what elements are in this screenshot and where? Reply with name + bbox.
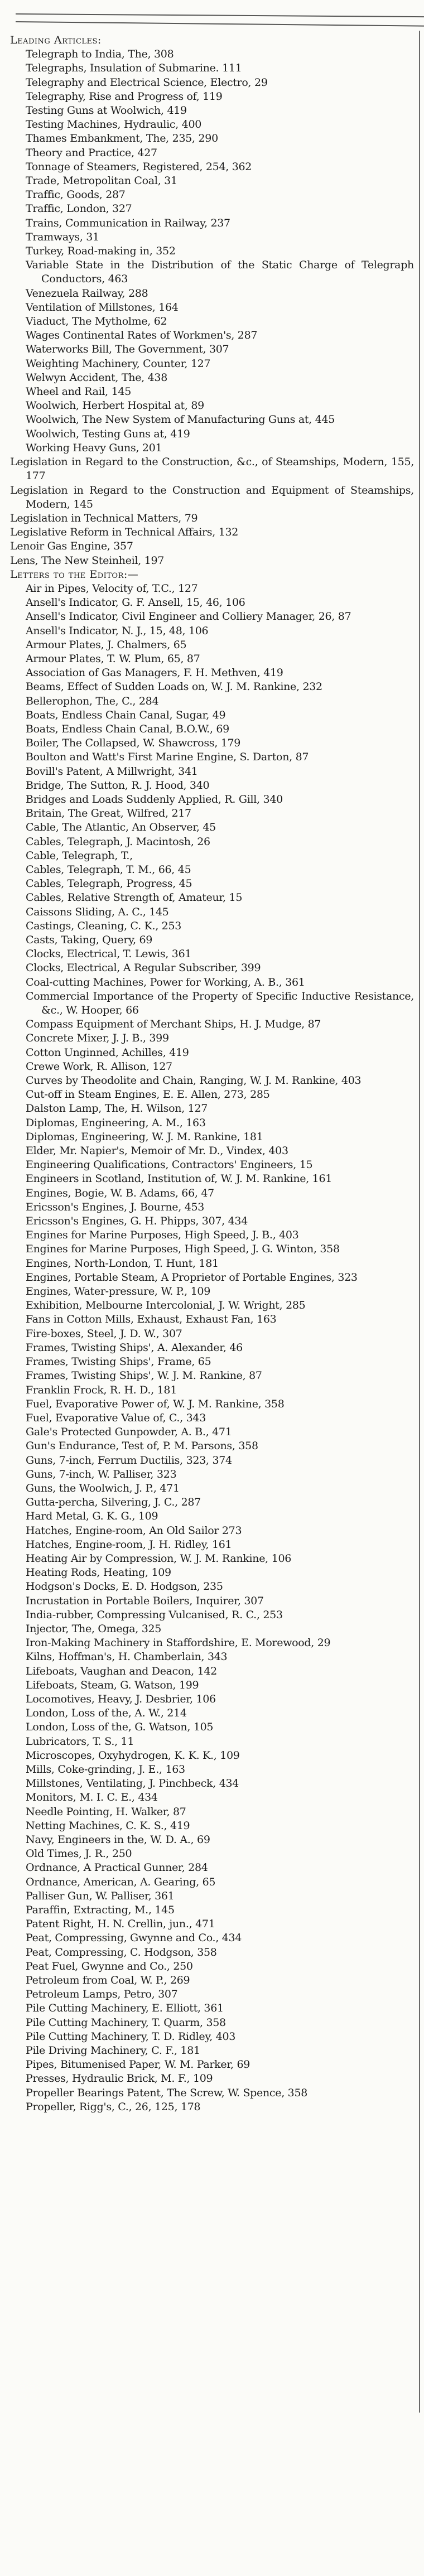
index-entry: Woolwich, The New System of Manufacturing Guns at, 445 (26, 413, 335, 426)
index-entry: Legislation in Regard to the Construction, &c., of Steamships, Modern, 155, 177 (10, 456, 414, 483)
index-entry: Ordnance, American, A. Gearing, 65 (26, 1875, 216, 1888)
index-entry: Ventilation of Millstones, 164 (26, 301, 179, 313)
index-entry: Waterworks Bill, The Government, 307 (26, 343, 229, 356)
index-entry: Elder, Mr. Napier's, Memoir of Mr. D., Vindex, 403 (26, 1145, 288, 1157)
index-entry: Telegraphy and Electrical Science, Electro, 29 (26, 76, 268, 89)
index-entry: Commercial Importance of the Property of Specific Inductive Resistance, &c., W. Hooper, 66 (26, 990, 414, 1017)
index-entry: Legislation in Technical Matters, 79 (10, 512, 198, 524)
index-entry: Frames, Twisting Ships', A. Alexander, 46 (26, 1341, 243, 1354)
index-entry: Petroleum from Coal, W. P., 269 (26, 1974, 190, 1987)
section-heading-letters: Letters to the Editor:— (10, 568, 139, 581)
index-entry: Peat, Compressing, Gwynne and Co., 434 (26, 1932, 242, 1945)
index-entry: Wages Continental Rates of Workmen's, 287 (26, 329, 258, 342)
index-entry: Boats, Endless Chain Canal, B.O.W., 69 (26, 722, 229, 735)
index-entry: Tonnage of Steamers, Registered, 254, 362 (26, 160, 252, 173)
index-entry: Trade, Metropolitan Coal, 31 (26, 175, 177, 187)
index-entry: Air in Pipes, Velocity of, T.C., 127 (26, 582, 198, 595)
top-level-entries (10, 455, 414, 568)
index-entry: Testing Machines, Hydraulic, 400 (26, 118, 202, 131)
index-entry: London, Loss of the, G. Watson, 105 (26, 1721, 214, 1734)
index-entry: Guns, 7-inch, W. Palliser, 323 (26, 1468, 177, 1480)
index-entry: Engines for Marine Purposes, High Speed, J. G. Winton, 358 (26, 1243, 340, 1256)
index-entry: Iron-Making Machinery in Staffordshire, E. Morewood, 29 (26, 1637, 331, 1649)
index-entry: Venezuela Railway, 288 (26, 287, 148, 300)
index-entry: Exhibition, Melbourne Intercolonial, J. W. Wright, 285 (26, 1299, 306, 1312)
index-entry: Telegraph to India, The, 308 (26, 48, 174, 61)
index-entry: Pile Cutting Machinery, T. Quarm, 358 (26, 2016, 226, 2029)
index-entry: Cable, The Atlantic, An Observer, 45 (26, 821, 216, 834)
index-entry: Fans in Cotton Mills, Exhaust, Exhaust Fan, 163 (26, 1313, 277, 1326)
index-column (10, 33, 414, 2114)
index-entry: Ansell's Indicator, N. J., 15, 48, 106 (26, 624, 209, 637)
index-entry: Palliser Gun, W. Palliser, 361 (26, 1889, 175, 1902)
index-entry: Franklin Frock, R. H. D., 181 (26, 1383, 177, 1396)
index-entry: Locomotives, Heavy, J. Desbrier, 106 (26, 1692, 216, 1705)
index-entry: Navy, Engineers in the, W. D. A., 69 (26, 1834, 210, 1846)
index-entry: Clocks, Electrical, T. Lewis, 361 (26, 948, 192, 961)
index-entry: Bovill's Patent, A Millwright, 341 (26, 765, 198, 778)
index-entry: Petroleum Lamps, Petro, 307 (26, 1988, 178, 2001)
index-entry: Heating Air by Compression, W. J. M. Rankine, 106 (26, 1552, 292, 1565)
index-entry: Millstones, Ventilating, J. Pinchbeck, 434 (26, 1777, 239, 1790)
index-entry: Engines for Marine Purposes, High Speed, J. B., 403 (26, 1229, 299, 1242)
index-entry: Ericsson's Engines, G. H. Phipps, 307, 434 (26, 1215, 248, 1228)
index-entry: Engineering Qualifications, Contractors' Engineers, 15 (26, 1159, 313, 1171)
index-entry: Cables, Telegraph, T. M., 66, 45 (26, 863, 191, 876)
top-rule (16, 13, 424, 17)
index-entry: Paraffin, Extracting, M., 145 (26, 1904, 175, 1917)
index-entry: Mills, Coke-grinding, J. E., 163 (26, 1763, 185, 1776)
index-entry: Ericsson's Engines, J. Bourne, 453 (26, 1200, 205, 1213)
index-entry: Hatches, Engine-room, An Old Sailor 273 (26, 1524, 242, 1537)
index-entry: Peat Fuel, Gwynne and Co., 250 (26, 1960, 193, 1972)
index-entry: Cable, Telegraph, T., (26, 849, 133, 862)
index-entry: Lubricators, T. S., 11 (26, 1735, 134, 1748)
section-heading-leading-articles: Leading Articles: (10, 34, 102, 46)
index-entry: Cables, Relative Strength of, Amateur, 15 (26, 891, 243, 904)
leading-articles-list (10, 47, 414, 455)
index-entry: Engines, North-London, T. Hunt, 181 (26, 1257, 219, 1270)
index-entry: Engines, Water-pressure, W. P., 109 (26, 1285, 210, 1298)
index-entry: Old Times, J. R., 250 (26, 1847, 132, 1860)
index-entry: Monitors, M. I. C. E., 434 (26, 1791, 158, 1804)
index-entry: Testing Guns at Woolwich, 419 (26, 104, 187, 117)
index-entry: Heating Rods, Heating, 109 (26, 1566, 171, 1579)
index-entry: Concrete Mixer, J. J. B., 399 (26, 1032, 169, 1045)
index-entry: Woolwich, Testing Guns at, 419 (26, 427, 190, 440)
index-entry: Ansell's Indicator, G. F. Ansell, 15, 46, 106 (26, 596, 245, 609)
index-entry: Diplomas, Engineering, A. M., 163 (26, 1116, 206, 1129)
index-entry: India-rubber, Compressing Vulcanised, R. C., 253 (26, 1608, 283, 1621)
index-entry: Association of Gas Managers, F. H. Methven, 419 (26, 667, 283, 679)
index-entry: Boats, Endless Chain Canal, Sugar, 49 (26, 708, 226, 721)
index-entry: Beams, Effect of Sudden Loads on, W. J. M. Rankine, 232 (26, 681, 322, 693)
index-entry: Ansell's Indicator, Civil Engineer and Colliery Manager, 26, 87 (26, 610, 351, 623)
index-entry: Guns, 7-inch, Ferrum Ductilis, 323, 374 (26, 1454, 232, 1467)
index-entry: Fire-boxes, Steel, J. D. W., 307 (26, 1327, 182, 1340)
index-entry: Crewe Work, R. Allison, 127 (26, 1060, 172, 1073)
index-entry: Guns, the Woolwich, J. P., 471 (26, 1482, 180, 1494)
index-entry: Armour Plates, T. W. Plum, 65, 87 (26, 652, 200, 665)
index-entry: Engines, Portable Steam, A Proprietor of Portable Engines, 323 (26, 1271, 358, 1284)
index-entry: Cotton Unginned, Achilles, 419 (26, 1046, 189, 1059)
index-entry: Wheel and Rail, 145 (26, 385, 132, 398)
index-entry: Propeller Bearings Patent, The Screw, W. Spence, 358 (26, 2086, 308, 2099)
index-entry: Cables, Telegraph, Progress, 45 (26, 877, 192, 890)
index-entry: Telegraphy, Rise and Progress of, 119 (26, 90, 223, 103)
index-entry: Curves by Theodolite and Chain, Ranging, W. J. M. Rankine, 403 (26, 1074, 362, 1087)
index-entry: Boiler, The Collapsed, W. Shawcross, 179 (26, 737, 241, 750)
index-entry: Theory and Practice, 427 (26, 146, 157, 159)
index-entry: Hodgson's Docks, E. D. Hodgson, 235 (26, 1580, 223, 1593)
index-entry: Patent Right, H. N. Crellin, jun., 471 (26, 1918, 215, 1931)
index-entry: Lens, The New Steinheil, 197 (10, 554, 165, 567)
index-entry: Traffic, London, 327 (26, 202, 132, 215)
index-entry: Traffic, Goods, 287 (26, 189, 126, 201)
index-entry: Cut-off in Steam Engines, E. E. Allen, 273, 285 (26, 1088, 270, 1101)
column-rule (419, 31, 420, 2413)
index-entry: Fuel, Evaporative Value of, C., 343 (26, 1411, 206, 1424)
index-entry: Thames Embankment, The, 235, 290 (26, 132, 218, 145)
index-entry: Lifeboats, Steam, G. Watson, 199 (26, 1678, 199, 1691)
index-entry: Propeller, Rigg's, C., 26, 125, 178 (26, 2100, 201, 2113)
index-entry: Woolwich, Herbert Hospital at, 89 (26, 399, 204, 412)
index-entry: Incrustation in Portable Boilers, Inquirer, 307 (26, 1594, 264, 1607)
index-entry: Boulton and Watt's First Marine Engine, S. Darton, 87 (26, 751, 309, 764)
index-entry: Cables, Telegraph, J. Macintosh, 26 (26, 835, 210, 848)
index-entry: Legislation in Regard to the Construction and Equipment of Steamships, Modern, 145 (10, 484, 414, 510)
index-entry: Pile Cutting Machinery, E. Elliott, 361 (26, 2002, 224, 2015)
top-rule-double (16, 21, 424, 27)
index-entry: Bridges and Loads Suddenly Applied, R. Gill, 340 (26, 793, 283, 805)
index-entry: Legislative Reform in Technical Affairs, 132 (10, 526, 239, 539)
index-entry: Diplomas, Engineering, W. J. M. Rankine, 181 (26, 1130, 263, 1143)
index-entry: Britain, The Great, Wilfred, 217 (26, 807, 191, 820)
index-entry: Gun's Endurance, Test of, P. M. Parsons, 358 (26, 1440, 258, 1453)
index-entry: Ordnance, A Practical Gunner, 284 (26, 1861, 208, 1874)
index-entry: Gale's Protected Gunpowder, A. B., 471 (26, 1426, 232, 1439)
index-entry: Viaduct, The Mytholme, 62 (26, 315, 167, 328)
index-entry: Frames, Twisting Ships', Frame, 65 (26, 1355, 211, 1368)
index-entry: Engineers in Scotland, Institution of, W. J. M. Rankine, 161 (26, 1173, 333, 1185)
index-entry: Peat, Compressing, C. Hodgson, 358 (26, 1946, 217, 1958)
index-entry: Welwyn Accident, The, 438 (26, 371, 168, 384)
index-entry: Lenoir Gas Engine, 357 (10, 540, 133, 553)
index-entry: Injector, The, Omega, 325 (26, 1622, 162, 1635)
index-entry: Coal-cutting Machines, Power for Working, A. B., 361 (26, 976, 305, 988)
index-entry: Pile Driving Machinery, C. F., 181 (26, 2044, 200, 2057)
index-entry: Fuel, Evaporative Power of, W. J. M. Rankine, 358 (26, 1397, 285, 1410)
index-entry: Pile Cutting Machinery, T. D. Ridley, 403 (26, 2030, 236, 2043)
index-entry: Netting Machines, C. K. S., 419 (26, 1819, 190, 1832)
index-entry: Trains, Communication in Railway, 237 (26, 216, 230, 229)
index-entry: Engines, Bogie, W. B. Adams, 66, 47 (26, 1186, 214, 1199)
index-entry: Dalston Lamp, The, H. Wilson, 127 (26, 1102, 208, 1115)
index-entry: Hatches, Engine-room, J. H. Ridley, 161 (26, 1538, 232, 1551)
index-entry: Hard Metal, G. K. G., 109 (26, 1510, 158, 1523)
index-entry: Lifeboats, Vaughan and Deacon, 142 (26, 1665, 217, 1677)
index-entry: Presses, Hydraulic Brick, M. F., 109 (26, 2072, 213, 2085)
index-entry: London, Loss of the, A. W., 214 (26, 1707, 187, 1720)
index-entry: Castings, Cleaning, C. K., 253 (26, 919, 182, 932)
index-entry: Bridge, The Sutton, R. J. Hood, 340 (26, 779, 210, 792)
index-entry: Bellerophon, The, C., 284 (26, 694, 159, 707)
index-entry: Kilns, Hoffman's, H. Chamberlain, 343 (26, 1651, 228, 1663)
index-entry: Frames, Twisting Ships', W. J. M. Rankine, 87 (26, 1369, 262, 1382)
index-entry: Compass Equipment of Merchant Ships, H. J. Mudge, 87 (26, 1018, 321, 1031)
index-entry: Gutta-percha, Silvering, J. C., 287 (26, 1496, 201, 1509)
index-entry: Variable State in the Distribution of the Static Charge of Telegraph Conductors, 463 (26, 259, 414, 286)
index-entry: Needle Pointing, H. Walker, 87 (26, 1805, 186, 1818)
index-entry: Microscopes, Oxyhydrogen, K. K. K., 109 (26, 1749, 240, 1762)
index-entry: Working Heavy Guns, 201 (26, 441, 162, 454)
index-entry: Armour Plates, J. Chalmers, 65 (26, 638, 187, 651)
index-entry: Tramways, 31 (26, 230, 99, 243)
index-entry: Pipes, Bitumenised Paper, W. M. Parker, 69 (26, 2058, 250, 2071)
index-entry: Turkey, Road-making in, 352 (26, 245, 176, 258)
index-entry: Clocks, Electrical, A Regular Subscriber, 399 (26, 962, 261, 975)
index-entry: Caissons Sliding, A. C., 145 (26, 905, 169, 918)
index-entry: Casts, Taking, Query, 69 (26, 934, 153, 946)
letters-list (10, 582, 414, 2114)
index-entry: Weighting Machinery, Counter, 127 (26, 357, 211, 370)
index-entry: Telegraphs, Insulation of Submarine. 111 (26, 62, 242, 75)
